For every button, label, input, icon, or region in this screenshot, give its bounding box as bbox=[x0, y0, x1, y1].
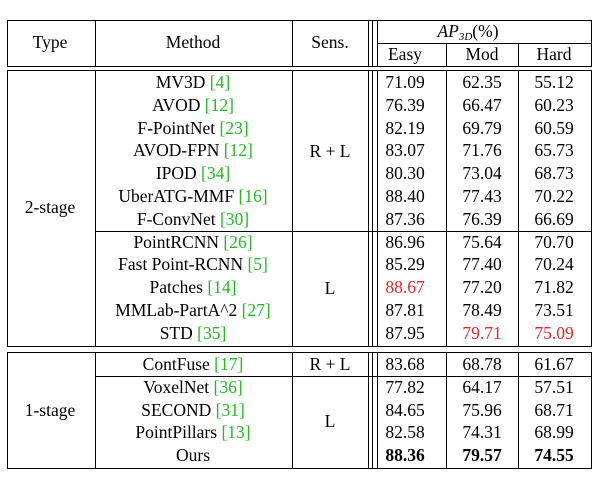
header-type: Type bbox=[32, 32, 68, 52]
score-easy: 77.82 bbox=[385, 376, 425, 397]
score-hard: 74.55 bbox=[534, 445, 574, 466]
citation-link[interactable]: [13] bbox=[221, 422, 251, 443]
score-hard: 61.67 bbox=[534, 354, 574, 374]
method-cell bbox=[118, 185, 267, 207]
header-method: Method bbox=[165, 32, 221, 52]
type-label: 1-stage bbox=[24, 399, 76, 420]
score-easy: 80.30 bbox=[385, 163, 425, 184]
score-mod: 79.71 bbox=[462, 322, 502, 343]
vline-type bbox=[95, 20, 96, 67]
citation-link[interactable]: [14] bbox=[207, 277, 237, 298]
vline-method bbox=[292, 70, 293, 347]
score-mod: 79.57 bbox=[462, 445, 502, 466]
method-cell bbox=[118, 253, 268, 275]
method-cell bbox=[152, 94, 234, 116]
header-ap-sub: 3D bbox=[458, 31, 473, 43]
citation-link[interactable]: [35] bbox=[197, 322, 227, 343]
score-hard: 65.73 bbox=[534, 140, 574, 161]
score-mod: 75.64 bbox=[462, 231, 502, 252]
vline-ap-b bbox=[377, 352, 378, 469]
score-hard: 57.51 bbox=[534, 376, 574, 397]
vline-sens bbox=[368, 20, 369, 67]
vline-right bbox=[591, 352, 592, 469]
method-cell bbox=[141, 399, 245, 421]
method-name: IPOD bbox=[155, 163, 197, 184]
citation-link[interactable]: [23] bbox=[219, 117, 249, 138]
method-name: F-PointNet bbox=[137, 117, 216, 138]
score-hard: 66.69 bbox=[534, 208, 574, 229]
method-name: AVOD bbox=[152, 94, 201, 115]
method-name: PointPillars bbox=[135, 422, 218, 443]
score-mod: 66.47 bbox=[462, 94, 502, 115]
vline-ap-a bbox=[372, 20, 373, 67]
vline-hard bbox=[518, 70, 519, 347]
vline-mod bbox=[446, 70, 447, 347]
vline-right bbox=[591, 70, 592, 347]
score-mod: 68.78 bbox=[462, 354, 502, 374]
vline-ap-b bbox=[377, 70, 378, 347]
score-hard: 68.99 bbox=[534, 422, 574, 443]
type-label: 2-stage bbox=[24, 197, 76, 218]
score-mod: 75.96 bbox=[462, 399, 502, 420]
citation-link[interactable]: [12] bbox=[223, 140, 253, 161]
method-name: SECOND bbox=[141, 399, 212, 420]
citation-link[interactable]: [30] bbox=[219, 208, 250, 229]
vline-sens bbox=[368, 70, 369, 347]
header-easy: Easy bbox=[387, 44, 423, 64]
citation-link[interactable]: [4] bbox=[209, 72, 231, 92]
vline-ap-b bbox=[377, 20, 378, 67]
vline-type bbox=[95, 352, 96, 469]
header-mod: Mod bbox=[465, 44, 499, 64]
method-cell bbox=[143, 353, 244, 375]
vline-mod bbox=[446, 352, 447, 469]
vline-sens bbox=[368, 352, 369, 469]
vline-ap-a bbox=[372, 352, 373, 469]
method-cell bbox=[137, 208, 249, 230]
citation-link[interactable]: [34] bbox=[201, 163, 231, 184]
method-cell bbox=[150, 276, 237, 298]
method-name: UberATG-MMF bbox=[118, 186, 235, 206]
header-sens: Sens. bbox=[311, 32, 349, 52]
rule-ap-sub bbox=[377, 43, 591, 44]
method-name: F-ConvNet bbox=[136, 208, 216, 229]
method-cell bbox=[156, 71, 230, 93]
method-name: PointRCNN bbox=[133, 231, 220, 252]
score-easy: 83.68 bbox=[385, 354, 425, 374]
citation-link[interactable]: [27] bbox=[241, 300, 271, 320]
header-hard: Hard bbox=[536, 44, 572, 64]
method-cell bbox=[133, 139, 253, 161]
citation-link[interactable]: [17] bbox=[214, 354, 244, 374]
score-mod: 69.79 bbox=[462, 117, 502, 138]
vline-left bbox=[7, 20, 8, 67]
score-hard: 70.24 bbox=[534, 254, 574, 275]
vline-ap-a bbox=[372, 70, 373, 347]
method-name: AVOD-FPN bbox=[133, 140, 220, 161]
score-hard: 75.09 bbox=[534, 322, 574, 343]
vline-type bbox=[95, 70, 96, 347]
citation-link[interactable]: [26] bbox=[223, 231, 253, 252]
vline-hard bbox=[518, 352, 519, 469]
citation-link[interactable]: [5] bbox=[247, 254, 268, 275]
sens-label: R + L bbox=[309, 140, 351, 161]
score-mod: 73.04 bbox=[462, 163, 502, 184]
method-name: Fast Point-RCNN bbox=[118, 254, 244, 275]
score-easy: 87.81 bbox=[385, 300, 425, 320]
vline-method bbox=[292, 352, 293, 469]
vline-left bbox=[7, 70, 8, 347]
citation-link[interactable]: [16] bbox=[238, 186, 268, 206]
score-hard: 68.73 bbox=[534, 163, 574, 184]
score-easy: 71.09 bbox=[385, 72, 425, 92]
method-cell bbox=[133, 231, 252, 253]
score-easy: 88.40 bbox=[385, 186, 425, 206]
vline-hard bbox=[518, 43, 519, 67]
score-hard: 71.82 bbox=[534, 277, 574, 298]
method-cell bbox=[115, 299, 270, 321]
score-easy: 88.36 bbox=[385, 445, 425, 466]
vline-right bbox=[591, 20, 592, 67]
score-mod: 64.17 bbox=[462, 376, 502, 397]
method-name: MMLab-PartA^2 bbox=[115, 300, 238, 320]
header-ap-main: AP bbox=[437, 21, 459, 41]
method-cell bbox=[135, 421, 250, 443]
method-name: ContFuse bbox=[142, 354, 210, 374]
method-cell bbox=[176, 444, 210, 466]
score-easy: 83.07 bbox=[385, 140, 425, 161]
method-cell bbox=[137, 117, 248, 139]
method-cell bbox=[156, 162, 230, 184]
method-name: Ours bbox=[175, 445, 211, 466]
score-mod: 77.43 bbox=[462, 186, 502, 206]
score-hard: 60.59 bbox=[534, 117, 574, 138]
vline-method bbox=[292, 20, 293, 67]
score-easy: 82.19 bbox=[385, 117, 425, 138]
citation-link[interactable]: [36] bbox=[213, 376, 243, 397]
score-easy: 84.65 bbox=[385, 399, 425, 420]
score-easy: 86.96 bbox=[385, 231, 425, 252]
method-cell bbox=[143, 376, 242, 398]
score-hard: 73.51 bbox=[534, 300, 574, 320]
score-easy: 82.58 bbox=[385, 422, 425, 443]
score-mod: 78.49 bbox=[462, 300, 502, 320]
sens-label: R + L bbox=[309, 354, 351, 375]
score-easy: 87.95 bbox=[385, 322, 425, 343]
score-mod: 76.39 bbox=[462, 208, 502, 229]
sens-label: L bbox=[324, 277, 336, 298]
header-ap-unit: (%) bbox=[472, 21, 499, 41]
score-mod: 77.40 bbox=[462, 254, 502, 275]
score-hard: 68.71 bbox=[534, 399, 574, 420]
method-name: MV3D bbox=[155, 72, 206, 92]
method-cell bbox=[160, 322, 227, 344]
score-easy: 76.39 bbox=[385, 94, 425, 115]
citation-link[interactable]: [12] bbox=[204, 94, 234, 115]
vline-mod bbox=[446, 43, 447, 67]
sens-label: L bbox=[324, 411, 336, 432]
score-hard: 70.22 bbox=[534, 186, 574, 206]
method-name: STD bbox=[159, 322, 193, 343]
score-easy: 88.67 bbox=[385, 277, 425, 298]
score-mod: 71.76 bbox=[462, 140, 502, 161]
score-easy: 85.29 bbox=[385, 254, 425, 275]
score-mod: 74.31 bbox=[462, 422, 502, 443]
score-hard: 70.70 bbox=[534, 231, 574, 252]
method-name: Patches bbox=[149, 277, 203, 298]
score-hard: 55.12 bbox=[534, 72, 574, 92]
score-mod: 62.35 bbox=[462, 72, 502, 92]
header-ap3d bbox=[437, 20, 498, 42]
score-hard: 60.23 bbox=[534, 94, 574, 115]
score-mod: 77.20 bbox=[462, 277, 502, 298]
vline-left bbox=[7, 352, 8, 469]
citation-link[interactable]: [31] bbox=[215, 399, 245, 420]
method-name: VoxelNet bbox=[143, 376, 210, 397]
score-easy: 87.36 bbox=[385, 208, 425, 229]
